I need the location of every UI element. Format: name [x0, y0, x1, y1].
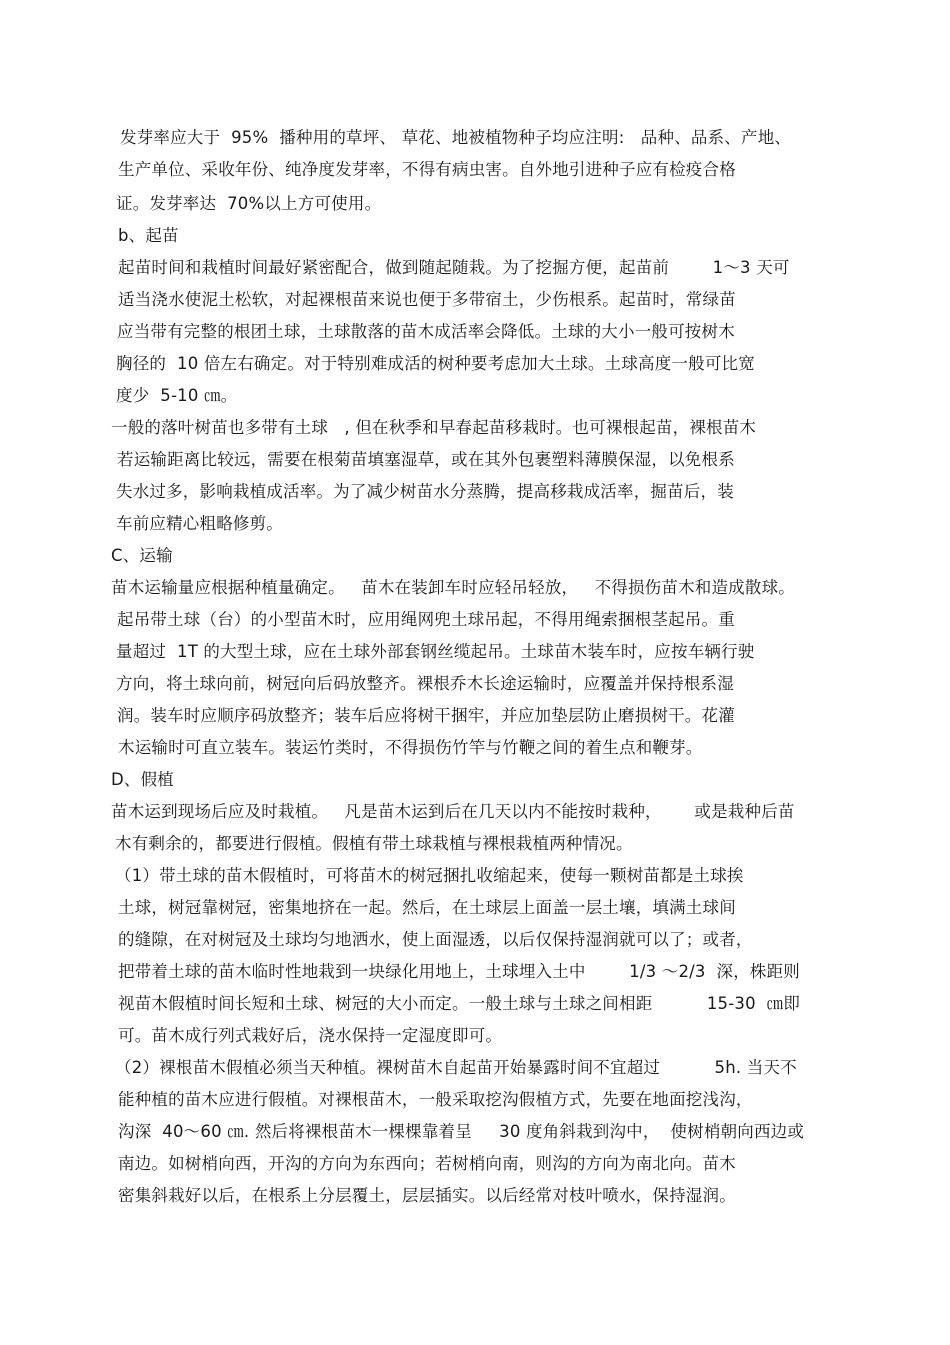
text-line: 密集斜栽好以后，在根系上分层覆土，层层插实。以后经常对枝叶喷水，保持湿润。 — [118, 1186, 736, 1205]
text-line: （1）带土球的苗木假植时，可将苗木的树冠捆扎收缩起来，使每一颗树苗都是土球挨 — [115, 866, 744, 885]
text-line: 润。装车时应顺序码放整齐；装车后应将树干捆牢，并应加垫层防止磨损树干。花灌 — [117, 706, 735, 725]
text-line: 苗木运输量应根据种植量确定。 苗木在装卸车时应轻吊轻放， 不得损伤苗木和造成散球。 — [111, 578, 795, 597]
text-line: 发芽率应大于 95% 播种用的草坪、 草花、地被植物种子均应注明: 品种、品系、产地、 — [120, 128, 792, 147]
text-line: 起吊带土球（台）的小型苗木时，应用绳网兜土球吊起，不得用绳索捆根茎起吊。重 — [117, 610, 735, 629]
text-line: 度少 5-10 ㎝。 — [116, 386, 238, 405]
text-line: 可。苗木成行列式栽好后，浇水保持一定湿度即可。 — [118, 1026, 503, 1045]
text-line: 车前应精心粗略修剪。 — [116, 514, 283, 533]
text-line: 木有剩余的，都要进行假植。假植有带土球栽植与裸根栽植两种情况。 — [115, 834, 633, 853]
text-line: 能种植的苗木应进行假植。对裸根苗木，一般采取挖沟假植方式，先要在地面挖浅沟， — [118, 1090, 753, 1109]
text-line: 把带着土球的苗木临时性地栽到一块绿化用地上，土球埋入土中 1/3 ～2/3 深，株距则 — [118, 962, 801, 981]
text-line: 失水过多，影响栽植成活率。为了减少树苗水分蒸腾，提高移栽成活率，掘苗后，装 — [116, 482, 734, 501]
text-line: 视苗木假植时间长短和土球、树冠的大小而定。一般土球与土球之间相距 15-30 ㎝即 — [118, 994, 801, 1013]
text-line: 苗木运到现场后应及时栽植。 凡是苗木运到后在几天以内不能按时栽种， 或是栽种后苗 — [111, 802, 795, 821]
text-line: D、假植 — [111, 770, 175, 789]
text-line: 一般的落叶树苗也多带有土球 , 但在秋季和早春起苗移栽时。也可裸根起苗，裸根苗木 — [111, 418, 757, 437]
text-line: 胸径的 10 倍左右确定。对于特别难成活的树种要考虑加大土球。土球高度一般可比宽 — [116, 354, 755, 373]
text-line: 适当浇水使泥土松软，对起裸根苗来说也便于多带宿土，少伤根系。起苗时，常绿苗 — [118, 290, 736, 309]
text-line: 土球，树冠靠树冠，密集地挤在一起。然后，在土球层上面盖一层土壤，填满土球间 — [118, 898, 736, 917]
text-line: 若运输距离比较远，需要在根菊苗填塞湿草，或在其外包裹塑料薄膜保湿，以免根系 — [117, 450, 735, 469]
text-line: 起苗时间和栽植时间最好紧密配合，做到随起随栽。为了挖掘方便，起苗前 1～3 天可 — [118, 258, 790, 277]
text-line: 方向，将土球向前，树冠向后码放整齐。裸根乔木长途运输时，应覆盖并保持根系湿 — [116, 674, 734, 693]
text-line: 证。发芽率达 70%以上方可使用。 — [116, 194, 382, 213]
text-line: b、起苗 — [118, 226, 179, 245]
text-line: 南边。如树梢向西，开沟的方向为东西向；若树梢向南，则沟的方向为南北向。苗木 — [118, 1154, 736, 1173]
text-line: 沟深 40～60 ㎝. 然后将裸根苗木一棵棵靠着呈 30 度角斜栽到沟中， 使树梢朝向西边或 — [118, 1122, 805, 1141]
text-line: 生产单位、采收年份、纯净度发芽率，不得有病虫害。自外地引进种子应有检疫合格 — [118, 160, 736, 179]
text-line: 量超过 1T 的大型土球，应在土球外部套钢丝缆起吊。土球苗木装车时，应按车辆行驶 — [116, 642, 755, 661]
text-line: 的缝隙，在对树冠及土球均匀地洒水，使上面湿透，以后仅保持湿润就可以了；或者， — [118, 930, 753, 949]
text-line: C、运输 — [111, 546, 173, 565]
text-line: （2）裸根苗木假植必须当天种植。裸树苗木自起苗开始暴露时间不宜超过 5h. 当天不 — [115, 1058, 797, 1077]
text-line: 应当带有完整的根团土球，土球散落的苗木成活率会降低。土球的大小一般可按树木 — [117, 322, 735, 341]
text-line: 木运输时可直立装车。装运竹类时，不得损伤竹竿与竹鞭之间的着生点和鞭芽。 — [118, 738, 703, 757]
